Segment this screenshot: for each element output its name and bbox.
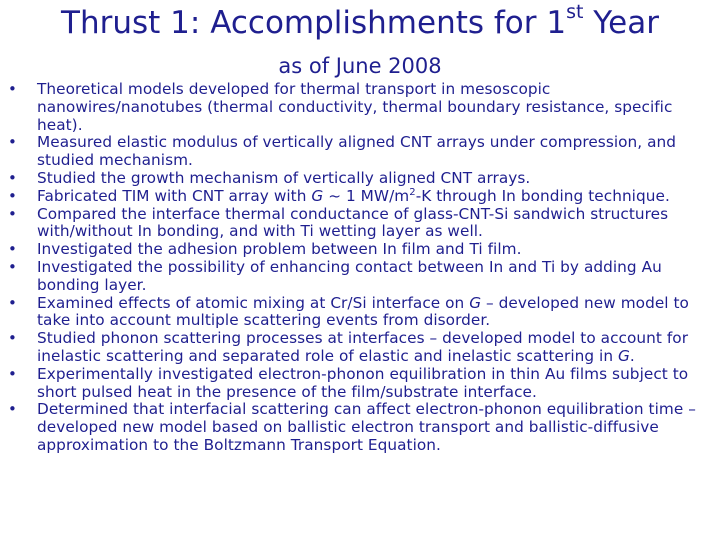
bullet-text: Determined that interfacial scattering can affect electron-phonon equilibration time – developed new model based on ballistic electron transport and ballistic-diffusive approximation to the Boltzmann Transport Equation. [37, 400, 696, 454]
bullet-text: Investigated the adhesion problem between In film and Ti film. [37, 240, 522, 259]
bullet-item [0, 259, 720, 295]
bullet-text: ~ 1 MW/m [323, 186, 410, 205]
bullet-dot: • [8, 293, 17, 312]
bullet-item [0, 241, 720, 259]
bullet-text: Studied the growth mechanism of vertically aligned CNT arrays. [37, 168, 531, 187]
title-main: Thrust 1: Accomplishments for 1 [61, 5, 567, 41]
bullet-dot: • [8, 186, 17, 205]
bullet-dot: • [8, 80, 17, 98]
bullet-text: -K through In bonding technique. [415, 186, 670, 205]
bullet-dot: • [8, 240, 17, 259]
symbol-g: G [311, 186, 324, 205]
bullet-dot: • [8, 168, 17, 187]
bullet-text: Measured elastic modulus of vertically aligned CNT arrays under compression, and studied mechanism. [37, 133, 677, 170]
bullet-dot: • [8, 329, 17, 348]
symbol-g: G [618, 346, 630, 365]
bullet-dot: • [8, 400, 17, 419]
title-superscript: st [566, 0, 584, 23]
bullet-text: Studied phonon scattering processes at interfaces – developed model to account for inelastic scattering and separated role of elastic and inelastic scattering in [37, 329, 689, 365]
bullet-list [0, 81, 720, 455]
superscript: 2 [409, 186, 416, 198]
bullet-text: Theoretical models developed for thermal transport in mesoscopic nanowires/nanotubes (thermal conductivity, thermal boundary resistance, specific heat). [37, 80, 673, 134]
bullet-text: – developed new model to take into account multiple scattering events from disorder. [37, 293, 689, 330]
bullet-item [0, 81, 720, 134]
title-tail: Year [583, 5, 659, 41]
bullet-text: Investigated the possibility of enhancing contact between In and Ti by adding Au bonding layer. [37, 257, 662, 294]
bullet-text: . [629, 346, 635, 365]
bullet-dot: • [8, 133, 17, 152]
bullet-dot: • [8, 204, 17, 223]
bullet-dot: • [8, 364, 17, 383]
bullet-item [0, 134, 720, 170]
bullet-text: Fabricated TIM with CNT array with [37, 186, 312, 205]
bullet-item [0, 295, 720, 331]
bullet-text: Compared the interface thermal conductance of glass-CNT-Si sandwich structures with/without In bonding, and with Ti wetting layer as well. [37, 204, 669, 241]
slide-title [0, 0, 720, 43]
bullet-text: Examined effects of atomic mixing at Cr/Si interface on [37, 293, 470, 312]
bullet-item [0, 206, 720, 242]
bullet-item [0, 330, 720, 366]
bullet-item [0, 170, 720, 188]
bullet-item [0, 188, 720, 206]
symbol-g: G [469, 293, 482, 312]
slide-subtitle: as of June 2008 [278, 54, 442, 78]
bullet-item [0, 401, 720, 454]
bullet-dot: • [8, 257, 17, 276]
bullet-item [0, 366, 720, 402]
bullet-text: Experimentally investigated electron-phonon equilibration in thin Au films subject to short pulsed heat in the presence of the film/substrate interface. [37, 364, 689, 401]
